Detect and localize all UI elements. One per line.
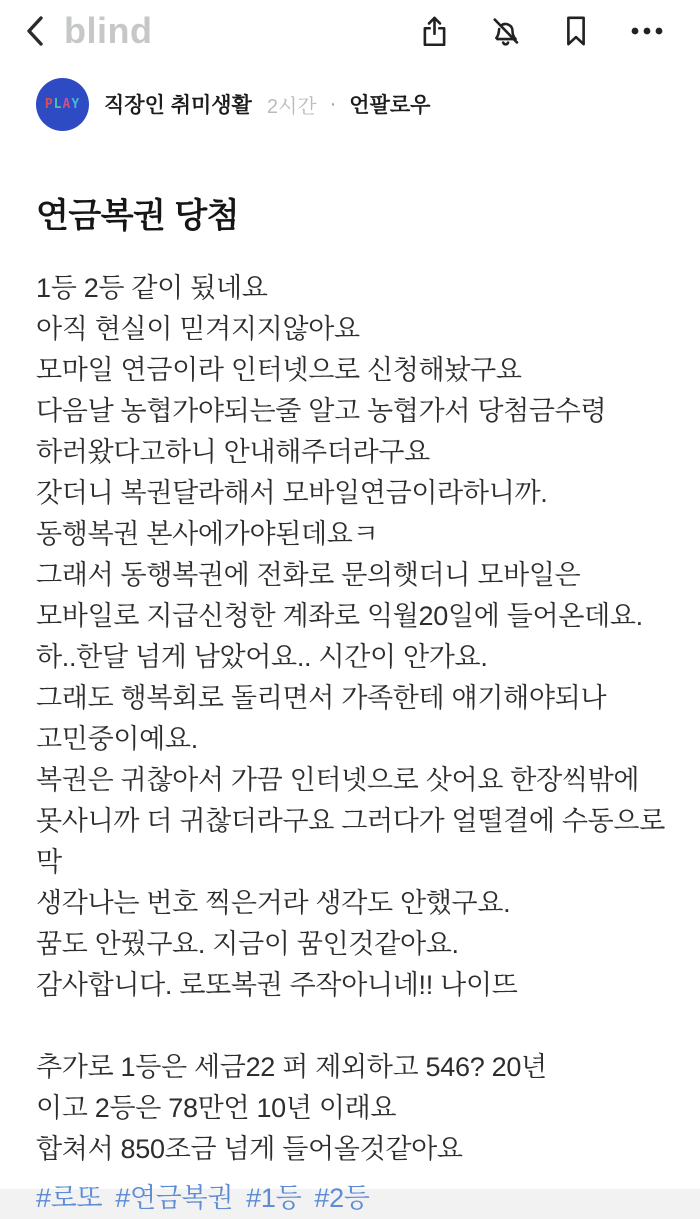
post-body-lines bbox=[36, 268, 674, 1170]
post-body-line: 추가로 1등은 세금22 퍼 제외하고 546? 20년 bbox=[36, 1052, 547, 1082]
post-body-line bbox=[36, 1006, 674, 1047]
post-header bbox=[36, 76, 670, 132]
hashtag-link[interactable]: #1등 bbox=[246, 1183, 302, 1213]
share-button[interactable] bbox=[417, 14, 451, 48]
post-body-line: 하..한달 넘게 남았어요.. 시간이 안가요. bbox=[36, 642, 488, 672]
post-body-line: 다음날 농협가야되는줄 알고 농협가서 당첨금수령 bbox=[36, 396, 607, 426]
mute-notifications-button[interactable] bbox=[488, 14, 522, 48]
hashtag-link[interactable]: #로또 bbox=[36, 1183, 103, 1213]
post-body-line: 이고 2등은 78만언 10년 이래요 bbox=[36, 1093, 397, 1123]
post-body-line: 꿈도 안꿨구요. 지금이 꿈인것같아요. bbox=[36, 929, 459, 959]
post-body-line: 고민중이예요. bbox=[36, 724, 198, 754]
post-body bbox=[36, 268, 674, 1219]
top-app-bar bbox=[0, 0, 700, 62]
unfollow-button[interactable]: 언팔로우 bbox=[349, 94, 431, 117]
channel-avatar[interactable] bbox=[36, 78, 89, 131]
post-body-line: 그래도 행복회로 돌리면서 가족한테 얘기해야되나 bbox=[36, 683, 607, 713]
meta-separator-dot: · bbox=[329, 92, 337, 115]
post-body-line: 감사합니다. 로또복권 주작아니네!! 나이뜨 bbox=[36, 970, 518, 1000]
post-body-line: 모마일 연금이라 인터넷으로 신청해놨구요 bbox=[36, 355, 522, 385]
share-icon bbox=[418, 13, 451, 49]
notifications-off-icon bbox=[488, 13, 523, 49]
more-options-button[interactable] bbox=[630, 14, 664, 48]
post-timestamp: 2시간 bbox=[266, 95, 317, 118]
hashtag-row bbox=[36, 1178, 674, 1219]
post-body-line: 그래서 동행복권에 전화로 문의햇더니 모바일은 bbox=[36, 560, 581, 590]
post-body-line: 하러왔다고하니 안내해주더라구요 bbox=[36, 437, 430, 467]
bookmark-button[interactable] bbox=[559, 14, 593, 48]
hashtag-link[interactable]: #연금복권 bbox=[115, 1183, 234, 1213]
avatar-play-text: PLAY bbox=[44, 96, 81, 112]
post-body-line: 생각나는 번호 찍은거라 생각도 안했구요. bbox=[36, 888, 511, 918]
post-body-line: 동행복권 본사에가야된데요ㅋ bbox=[36, 519, 379, 549]
post-body-line: 합쳐서 850조금 넘게 들어올것같아요 bbox=[36, 1134, 463, 1164]
channel-name[interactable]: 직장인 취미생활 bbox=[104, 94, 252, 117]
post-meta bbox=[104, 89, 430, 119]
blind-logo: blind bbox=[64, 10, 153, 51]
post-body-line: 갓더니 복권달라해서 모바일연금이라하니까. bbox=[36, 478, 548, 508]
post-body-line: 1등 2등 같이 됬네요 bbox=[36, 273, 268, 303]
hashtag-link[interactable]: #2등 bbox=[314, 1183, 370, 1213]
post-body-line: 못사니까 더 귀찮더라구요 그러다가 얼떨결에 수동으로 막 bbox=[36, 806, 673, 877]
post-title: 연금복권 당첨 bbox=[36, 197, 240, 235]
more-horizontal-icon bbox=[629, 24, 665, 38]
bookmark-icon bbox=[562, 13, 590, 49]
post-body-line: 모바일로 지급신청한 계좌로 익월20일에 들어온데요. bbox=[36, 601, 643, 631]
back-button[interactable] bbox=[18, 12, 52, 50]
topbar-actions bbox=[417, 14, 664, 48]
post-body-line: 아직 현실이 믿겨지지않아요 bbox=[36, 314, 360, 344]
post-body-line: 복권은 귀찮아서 가끔 인터넷으로 삿어요 한장씩밖에 bbox=[36, 765, 640, 795]
back-chevron-icon bbox=[22, 14, 48, 48]
